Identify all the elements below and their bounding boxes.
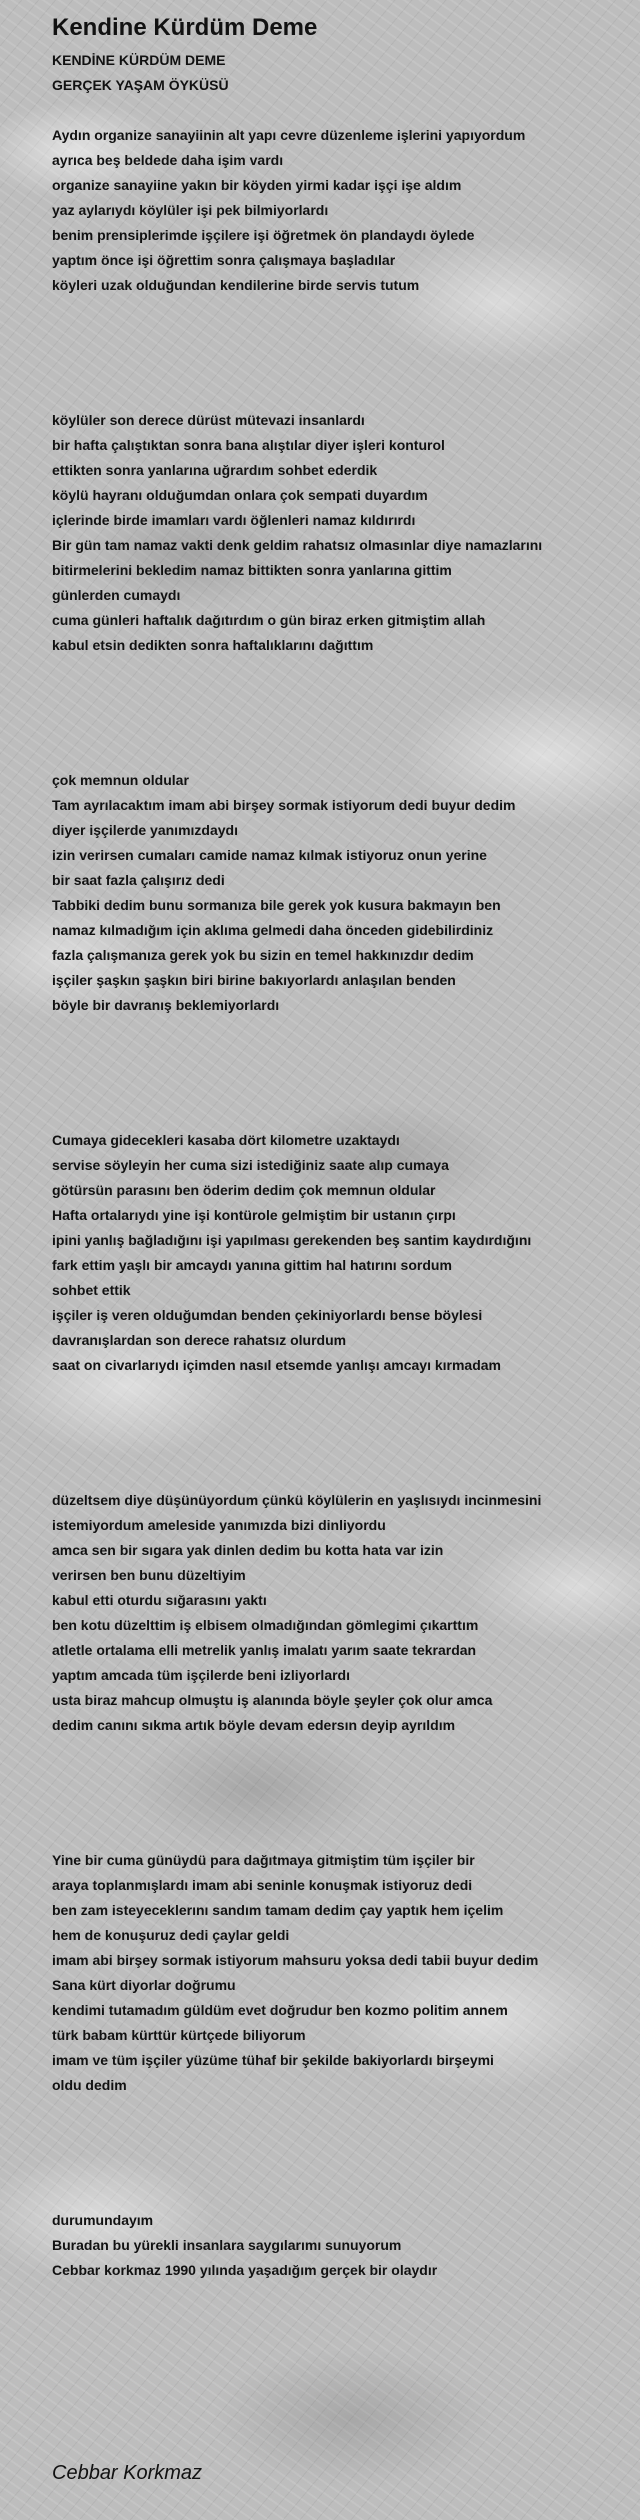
poem-line: KENDİNE KÜRDÜM DEME [52, 52, 226, 68]
poem-line: işçiler iş veren olduğumdan benden çekiniyorlardı bense böylesi [52, 1307, 483, 1323]
poem-line: içlerinde birde imamları vardı öğlenleri namaz kıldırırdı [52, 512, 416, 528]
poem-body [52, 48, 637, 2283]
poem-line: verirsen ben bunu düzeltiyim [52, 1567, 246, 1583]
poem-line: oldu dedim [52, 2077, 127, 2093]
poem-line: Yine bir cuma günüydü para dağıtmaya gitmiştim tüm işçiler bir [52, 1852, 475, 1868]
poem-line: izin verirsen cumaları camide namaz kılmak istiyoruz onun yerine [52, 847, 487, 863]
poem-line: davranışlardan son derece rahatsız olurdum [52, 1332, 347, 1348]
author-name: Cebbar Korkmaz [52, 2462, 203, 2484]
poem-line: imam abi birşey sormak istiyorum mahsuru yoksa dedi tabii buyur dedim [52, 1952, 539, 1968]
poem-line: işçiler şaşkın şaşkın biri birine bakıyorlardı anlaşılan benden [52, 972, 456, 988]
poem-line: ayrıca beş beldede daha işim vardı [52, 152, 284, 168]
poem-line: ben zam isteyeceklerını sandım tamam dedim çay yaptık hem içelim [52, 1902, 504, 1918]
poem-line: durumundayım [52, 2212, 154, 2228]
poem-line: bir saat fazla çalışırız dedi [52, 872, 225, 888]
poem-line: benim prensiplerimde işçilere işi öğretmek ön plandaydı öylede [52, 227, 475, 243]
poem-line: köylüler son derece dürüst mütevazi insanlardı [52, 412, 365, 428]
poem-line: bitirmelerini bekledim namaz bittikten sonra yanlarına gittim [52, 562, 452, 578]
stanza-spacer [52, 2098, 637, 2208]
poem-line: Tabbiki dedim bunu sormanıza bile gerek yok kusura bakmayın ben [52, 897, 501, 913]
poem-line: çok memnun oldular [52, 772, 189, 788]
stanza-5 [52, 1488, 637, 1738]
poem-line: dedim canını sıkma artık böyle devam edersın deyip ayrıldım [52, 1717, 456, 1733]
poem-line: ettikten sonra yanlarına uğrardım sohbet ederdik [52, 462, 378, 478]
page-title: Kendine Kürdüm Deme [52, 14, 318, 41]
poem-line: amca sen bir sıgara yak dinlen dedim bu kotta hata var izin [52, 1542, 444, 1558]
poem-line: atletle ortalama elli metrelik yanlış imalatı yarım saate tekrardan [52, 1642, 477, 1658]
stanza-2 [52, 408, 637, 658]
poem-line: fark ettim yaşlı bir amcaydı yanına gittim hal hatırını sordum [52, 1257, 452, 1273]
poem-line: sohbet ettik [52, 1282, 131, 1298]
poem-line: namaz kılmadığım için aklıma gelmedi daha önceden gidebilirdiniz [52, 922, 494, 938]
stanza-1 [52, 123, 637, 298]
poem-line: köyleri uzak olduğundan kendilerine birde servis tutum [52, 277, 420, 293]
poem-line: araya toplanmışlardı imam abi seninle konuşmak istiyoruz dedi [52, 1877, 473, 1893]
stanza-spacer [52, 1378, 637, 1488]
poem-line: ipini yanlış bağladığını işi yapılması gerekenden beş santim kaydırdığını [52, 1232, 532, 1248]
poem-line: düzeltsem diye düşünüyordum çünkü köylülerin en yaşlısıydı incinmesini [52, 1492, 542, 1508]
poem-line: imam ve tüm işçiler yüzüme tühaf bir şekilde bakiyorlardı birşeymi [52, 2052, 494, 2068]
poem-line: götürsün parasını ben öderim dedim çok memnun oldular [52, 1182, 436, 1198]
stanza-heading [52, 48, 637, 98]
poem-line: Cumaya gidecekleri kasaba dört kilometre uzaktaydı [52, 1132, 400, 1148]
poem-line: türk babam kürttür kürtçede biliyorum [52, 2027, 306, 2043]
poem-line: usta biraz mahcup olmuştu iş alanında böyle şeyler çok olur amca [52, 1692, 493, 1708]
poem-line: yaptım önce işi öğrettim sonra çalışmaya başladılar [52, 252, 396, 268]
poem-line: bir hafta çalıştıktan sonra bana alıştılar diyer işleri konturol [52, 437, 445, 453]
poem-line: GERÇEK YAŞAM ÖYKÜSÜ [52, 77, 229, 93]
poem-line: Aydın organize sanayiinin alt yapı cevre düzenleme işlerini yapıyordum [52, 127, 526, 143]
poem-line: Tam ayrılacaktım imam abi birşey sormak istiyorum dedi buyur dedim [52, 797, 516, 813]
stanza-spacer [52, 1018, 637, 1128]
stanza-6 [52, 1848, 637, 2098]
poem-line: Bir gün tam namaz vakti denk geldim rahatsız olmasınlar diye namazlarını [52, 537, 543, 553]
poem-line: ben kotu düzelttim iş elbisem olmadığından gömlegimi çıkarttım [52, 1617, 479, 1633]
poem-line: köylü hayranı olduğumdan onlara çok sempati duyardım [52, 487, 428, 503]
poem-line: yaptım amcada tüm işçilerde beni izliyorlardı [52, 1667, 350, 1683]
stanza-spacer [52, 298, 637, 408]
poem-line: fazla çalışmanıza gerek yok bu sizin en temel hakkınızdır dedim [52, 947, 474, 963]
poem-line: böyle bir davranış beklemiyorlardı [52, 997, 280, 1013]
poem-line: günlerden cumaydı [52, 587, 181, 603]
poem-line: yaz aylarıydı köylüler işi pek bilmiyorlardı [52, 202, 329, 218]
poem-line: kabul etsin dedikten sonra haftalıklarını dağıttım [52, 637, 374, 653]
stanza-spacer [52, 98, 637, 123]
poem-line: kendimi tutamadım güldüm evet doğrudur ben kozmo politim annem [52, 2002, 508, 2018]
poem-line: kabul etti oturdu sığarasını yaktı [52, 1592, 267, 1608]
poem-line: Hafta ortalarıydı yine işi kontürole gelmiştim bir ustanın çırpı [52, 1207, 456, 1223]
stanza-3 [52, 768, 637, 1018]
poem-line: diyer işçilerde yanımızdaydı [52, 822, 238, 838]
stanza-4 [52, 1128, 637, 1378]
stanza-7 [52, 2208, 637, 2283]
stanza-spacer [52, 658, 637, 768]
poem-line: servise söyleyin her cuma sizi istediğiniz saate alıp cumaya [52, 1157, 449, 1173]
poem-line: hem de konuşuruz dedi çaylar geldi [52, 1927, 290, 1943]
stanza-spacer [52, 1738, 637, 1848]
poem-line: saat on civarlarıydı içimden nasıl etsemde yanlışı amcayı kırmadam [52, 1357, 501, 1373]
poem-line: organize sanayiine yakın bir köyden yirmi kadar işçi işe aldım [52, 177, 462, 193]
poem-line: cuma günleri haftalık dağıtırdım o gün biraz erken gitmiştim allah [52, 612, 486, 628]
poem-line: Buradan bu yürekli insanlara saygılarımı sunuyorum [52, 2237, 402, 2253]
poem-line: Sana kürt diyorlar doğrumu [52, 1977, 236, 1993]
poem-line: Cebbar korkmaz 1990 yılında yaşadığım gerçek bir olaydır [52, 2262, 438, 2278]
poem-line: istemiyordum ameleside yanımızda bizi dinliyordu [52, 1517, 386, 1533]
